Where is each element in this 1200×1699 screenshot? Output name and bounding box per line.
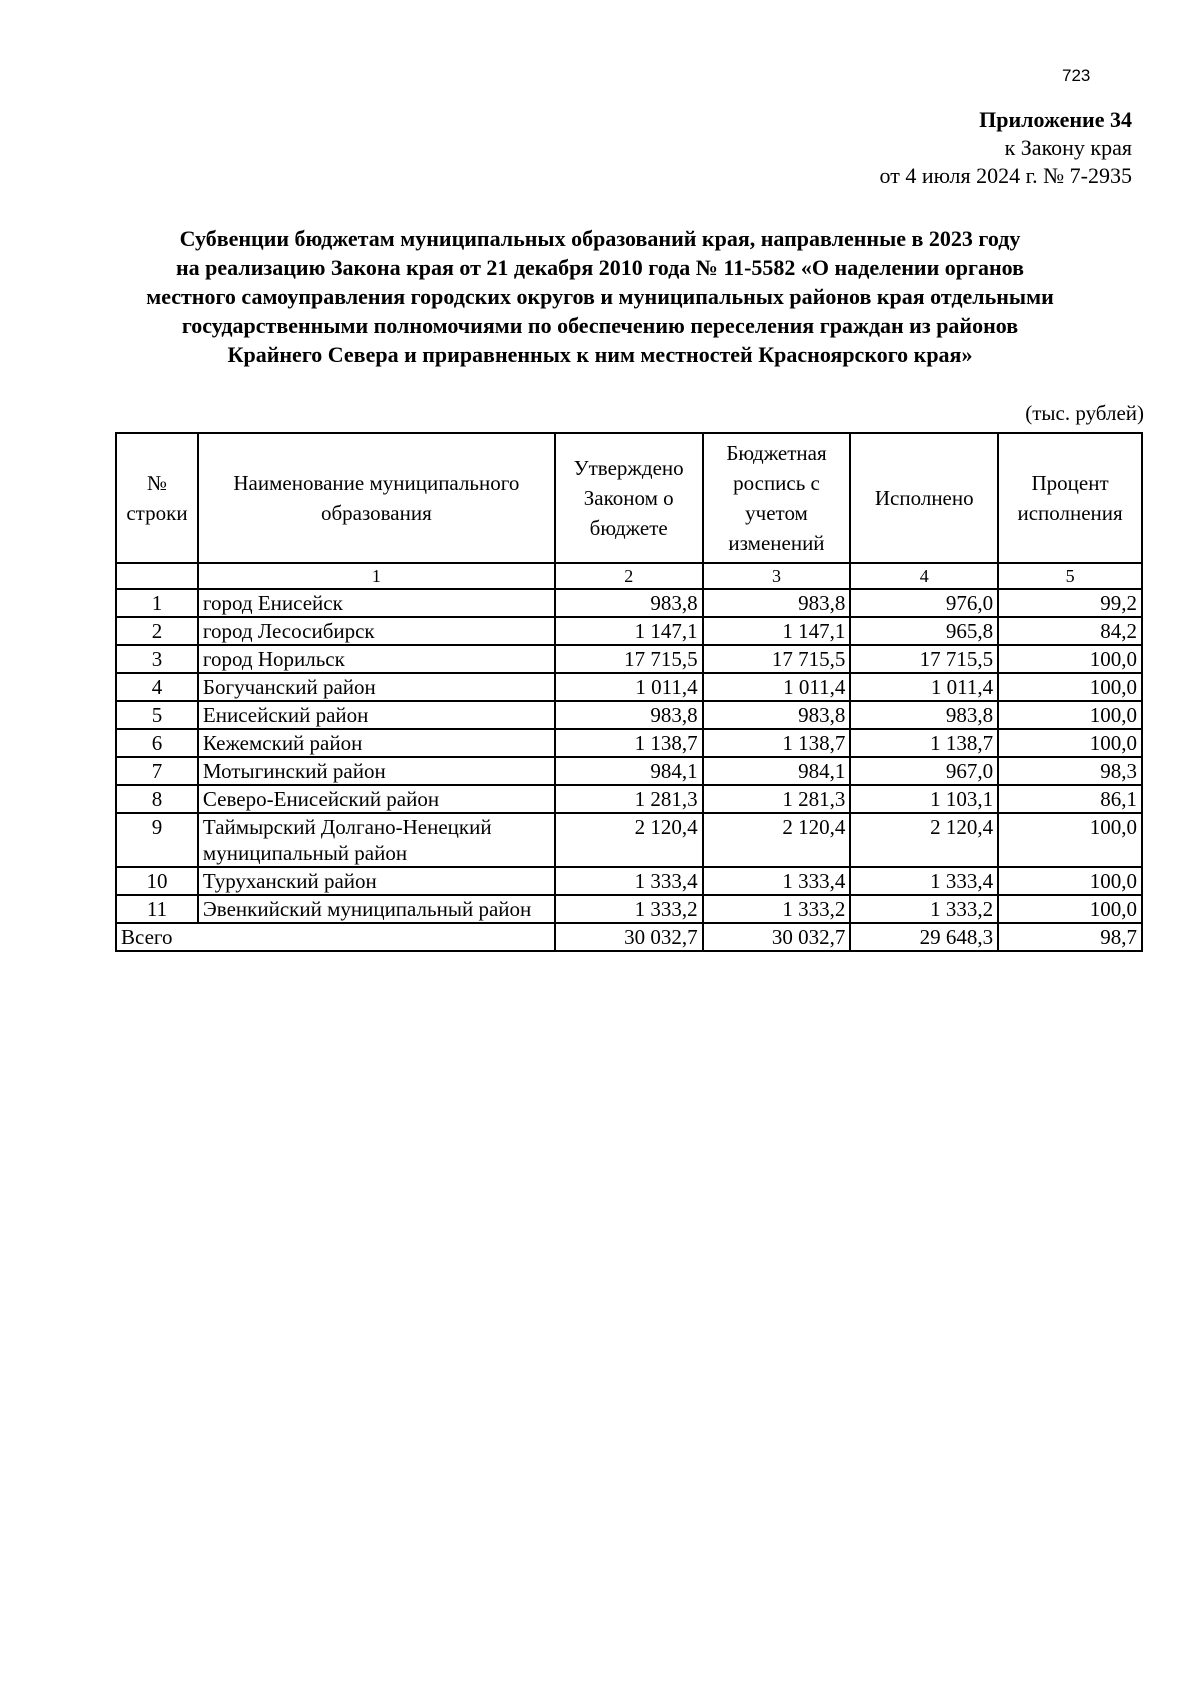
cell-executed: 967,0 [850,757,998,785]
cell-row-no: 7 [116,757,198,785]
page-number: 723 [1062,66,1091,85]
table-row [116,785,1142,813]
cell-schedule: 983,8 [703,701,851,729]
table-row [116,589,1142,617]
cell-percent: 100,0 [998,813,1142,867]
cell-percent: 100,0 [998,701,1142,729]
cell-name: Кежемский район [198,729,555,757]
table-row [116,729,1142,757]
header-approved: Утверждено Законом о бюджете [555,433,703,563]
cell-schedule: 1 011,4 [703,673,851,701]
cell-name: город Енисейск [198,589,555,617]
total-approved: 30 032,7 [555,923,703,951]
cell-percent: 98,3 [998,757,1142,785]
appendix-title: Приложение 34 [979,107,1132,132]
cell-approved: 1 281,3 [555,785,703,813]
cell-approved: 1 138,7 [555,729,703,757]
cell-percent: 100,0 [998,895,1142,923]
table-row [116,895,1142,923]
cell-approved: 1 011,4 [555,673,703,701]
cell-row-no: 3 [116,645,198,673]
cell-schedule: 2 120,4 [703,813,851,867]
cell-executed: 965,8 [850,617,998,645]
cell-name: город Лесосибирск [198,617,555,645]
cell-executed: 1 103,1 [850,785,998,813]
total-label: Всего [116,923,555,951]
cell-name: Туруханский район [198,867,555,895]
cell-approved: 1 333,4 [555,867,703,895]
table-row [116,757,1142,785]
cell-row-no: 4 [116,673,198,701]
cell-percent: 100,0 [998,673,1142,701]
cell-schedule: 1 333,2 [703,895,851,923]
total-schedule: 30 032,7 [703,923,851,951]
cell-schedule: 1 138,7 [703,729,851,757]
cell-row-no: 9 [116,813,198,867]
cell-schedule: 1 281,3 [703,785,851,813]
cell-row-no: 2 [116,617,198,645]
title-line: на реализацию Закона края от 21 декабря 2010 года № 11-5582 «О наделении органов [176,255,1024,280]
cell-row-no: 1 [116,589,198,617]
header-percent: Процент исполнения [998,433,1142,563]
total-executed: 29 648,3 [850,923,998,951]
cell-name: Мотыгинский район [198,757,555,785]
appendix-law-ref: к Закону края [1004,135,1132,160]
title-line: государственными полномочиями по обеспечению переселения граждан из районов [181,313,1019,338]
cell-percent: 84,2 [998,617,1142,645]
column-number: 1 [198,563,555,589]
header-budget-schedule: Бюджетная роспись с учетом изменений [703,433,851,563]
cell-percent: 100,0 [998,867,1142,895]
cell-percent: 99,2 [998,589,1142,617]
column-number: 4 [850,563,998,589]
title-line: местного самоуправления городских округов и муниципальных районов края отдельными [146,284,1054,309]
column-number [116,563,198,589]
column-number: 2 [555,563,703,589]
column-numbers-row [116,563,1142,589]
cell-row-no: 11 [116,895,198,923]
column-number: 3 [703,563,851,589]
cell-name: Таймырский Долгано-Ненецкий муниципальный район [198,813,555,867]
cell-approved: 1 147,1 [555,617,703,645]
cell-schedule: 17 715,5 [703,645,851,673]
cell-schedule: 1 333,4 [703,867,851,895]
cell-percent: 100,0 [998,729,1142,757]
cell-name: Енисейский район [198,701,555,729]
header-executed: Исполнено [850,433,998,563]
document-title [100,224,1100,369]
table-row [116,673,1142,701]
cell-executed: 1 333,2 [850,895,998,923]
subventions-table [115,432,1143,952]
cell-schedule: 1 147,1 [703,617,851,645]
title-line: Субвенции бюджетам муниципальных образований края, направленные в 2023 году [179,226,1021,251]
appendix-block [880,106,1132,190]
cell-approved: 984,1 [555,757,703,785]
cell-approved: 1 333,2 [555,895,703,923]
total-row [116,923,1142,951]
cell-name: Богучанский район [198,673,555,701]
cell-executed: 983,8 [850,701,998,729]
cell-percent: 100,0 [998,645,1142,673]
cell-executed: 976,0 [850,589,998,617]
total-percent: 98,7 [998,923,1142,951]
cell-executed: 17 715,5 [850,645,998,673]
table-row [116,645,1142,673]
cell-approved: 983,8 [555,701,703,729]
table-header-row [116,433,1142,563]
table-row [116,867,1142,895]
cell-name: Северо-Енисейский район [198,785,555,813]
cell-executed: 1 138,7 [850,729,998,757]
column-number: 5 [998,563,1142,589]
table-row [116,813,1142,867]
cell-row-no: 8 [116,785,198,813]
cell-row-no: 5 [116,701,198,729]
cell-approved: 2 120,4 [555,813,703,867]
cell-executed: 1 333,4 [850,867,998,895]
cell-row-no: 6 [116,729,198,757]
header-name: Наименование муниципального образования [198,433,555,563]
table-row [116,617,1142,645]
cell-approved: 17 715,5 [555,645,703,673]
header-row-no: № строки [116,433,198,563]
cell-percent: 86,1 [998,785,1142,813]
cell-schedule: 983,8 [703,589,851,617]
units-label: (тыс. рублей) [1025,401,1144,425]
cell-approved: 983,8 [555,589,703,617]
cell-row-no: 10 [116,867,198,895]
title-line: Крайнего Севера и приравненных к ним местностей Красноярского края» [227,342,973,367]
cell-executed: 1 011,4 [850,673,998,701]
cell-schedule: 984,1 [703,757,851,785]
cell-executed: 2 120,4 [850,813,998,867]
cell-name: город Норильск [198,645,555,673]
appendix-date: от 4 июля 2024 г. № 7-2935 [879,163,1132,188]
table-row [116,701,1142,729]
cell-name: Эвенкийский муниципальный район [198,895,555,923]
